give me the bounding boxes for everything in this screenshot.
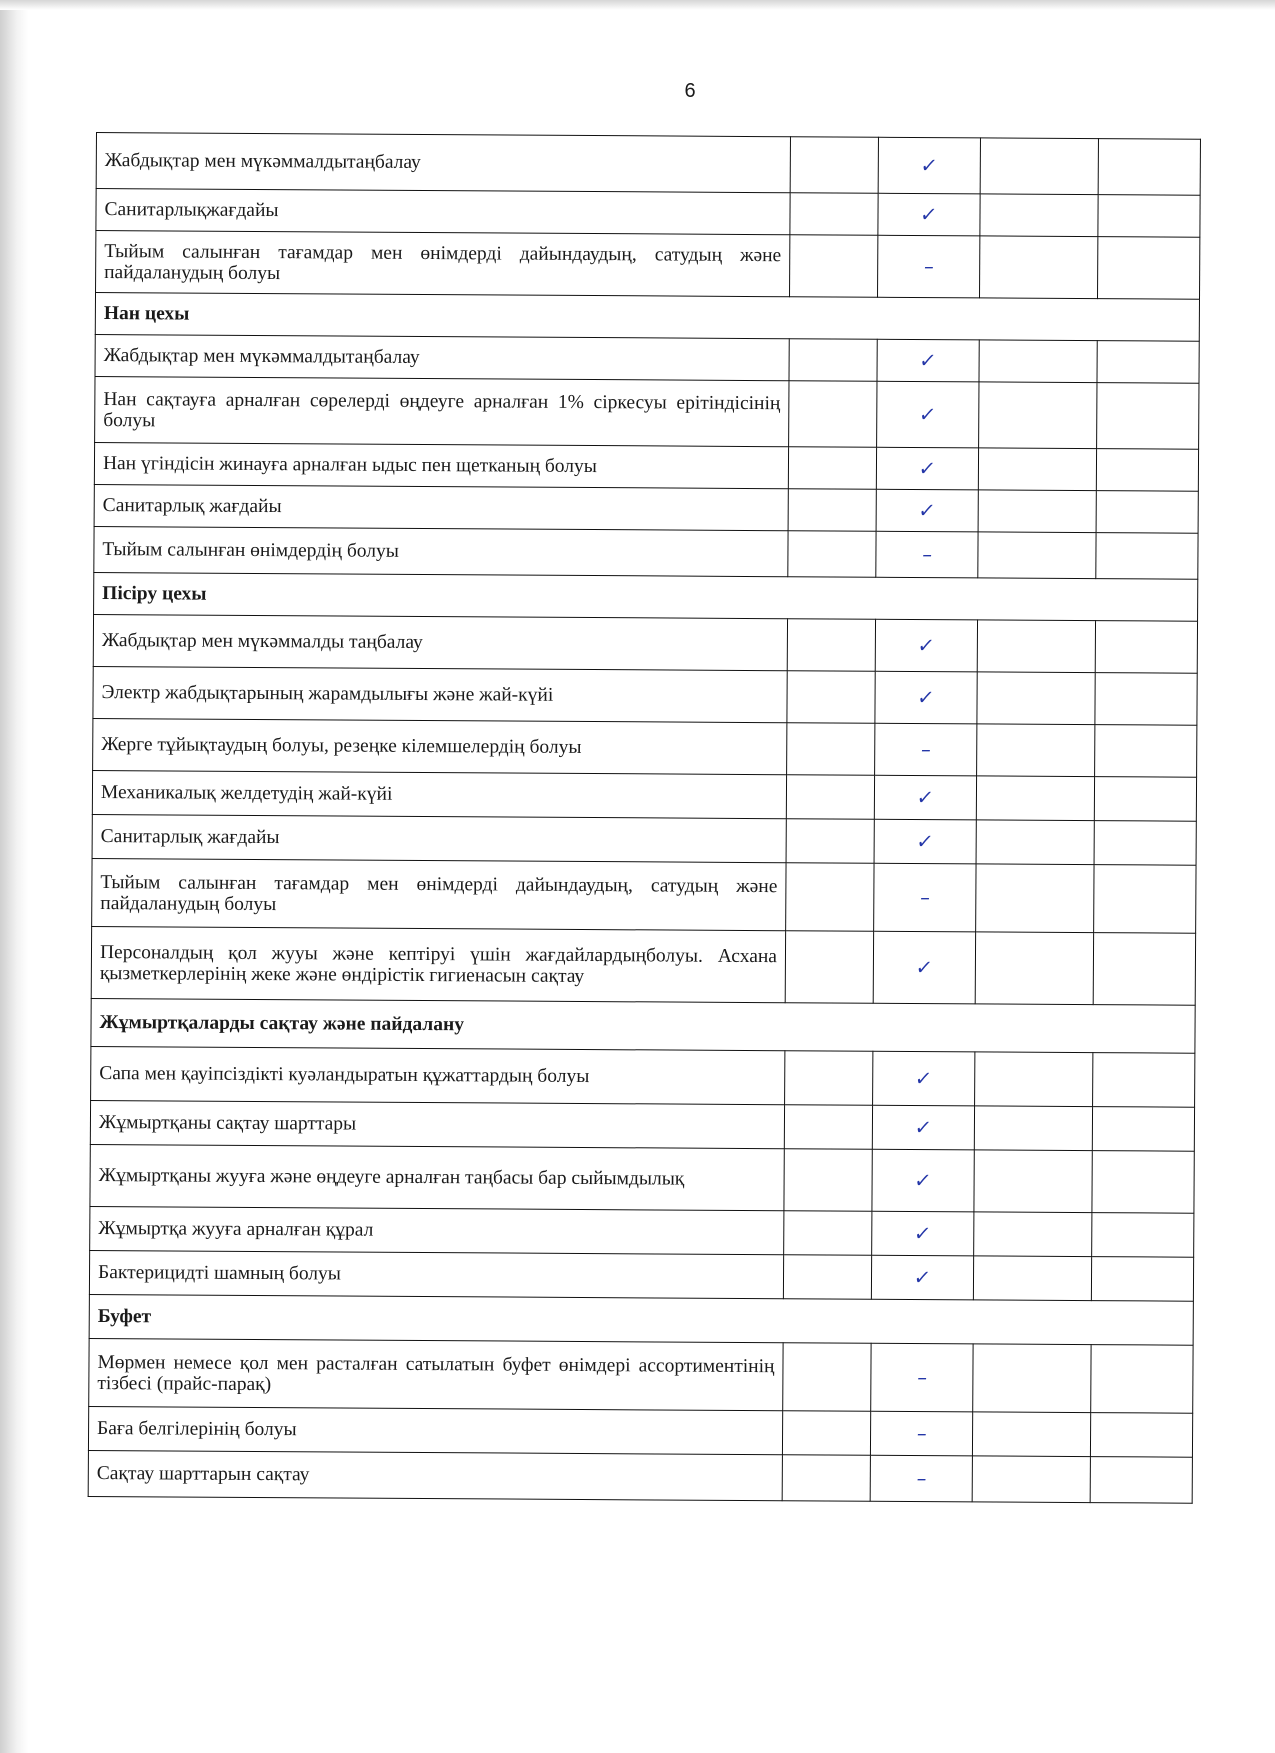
handwritten-dash-icon: – (920, 543, 934, 567)
handwritten-dash-icon: – (914, 1467, 928, 1491)
empty-cell (973, 1256, 1091, 1301)
handwritten-check-icon: ✓ (917, 403, 938, 427)
section-title: Пісіру цехы (94, 572, 1198, 621)
item-text: Тыйым салынған тағамдар мен өнімдерді дайындаудың, сатудың және пайдаланудың болуы (96, 231, 790, 297)
handwritten-check-icon: ✓ (919, 203, 939, 227)
checkmark-cell (874, 775, 976, 820)
dash-cell (870, 1411, 972, 1456)
page-number: 6 (684, 80, 696, 102)
empty-cell (1098, 139, 1200, 196)
checklist-row (93, 614, 1197, 673)
checklist-row (94, 526, 1198, 579)
empty-cell (1096, 533, 1198, 580)
item-text: Жұмыртқаны жууға және өңдеуге арналған таңбасы бар сыйымдылық (90, 1144, 784, 1210)
empty-cell (790, 193, 878, 236)
empty-cell (788, 531, 876, 578)
section-title: Жұмыртқаларды сақтау және пайдалану (91, 998, 1195, 1053)
empty-cell (1091, 1345, 1193, 1414)
handwritten-dash-icon: – (915, 1366, 929, 1390)
item-text: Жабдықтар мен мүкәммалдытаңбалау (95, 334, 789, 380)
empty-cell (1094, 777, 1196, 822)
empty-cell (1092, 1107, 1194, 1152)
item-text: Нан сақтауға арналған сөрелерді өңдеуге арналған 1% сіркесуы ерітіндісінің болуы (95, 376, 789, 446)
item-text: Персоналдың қол жууы және кептіруі үшін жағдайлардыңболуы. Асхана қызметкерлерінің жеке және өндірістік гигиенасын сақтау (91, 926, 785, 1002)
item-text: Жабдықтар мен мүкәммалды таңбалау (93, 614, 787, 670)
checklist-row (96, 231, 1200, 300)
handwritten-check-icon: ✓ (915, 830, 936, 854)
handwritten-check-icon: ✓ (915, 786, 936, 810)
empty-cell (785, 1051, 873, 1106)
empty-cell (783, 1343, 871, 1412)
checklist-row (93, 666, 1197, 725)
empty-cell (1091, 1257, 1193, 1302)
empty-cell (784, 1105, 872, 1150)
checklist-row (96, 189, 1200, 238)
handwritten-check-icon: ✓ (917, 457, 938, 481)
item-text: Баға белгілерінің болуы (88, 1406, 782, 1454)
empty-cell (1098, 237, 1200, 300)
empty-cell (1095, 621, 1197, 674)
empty-cell (975, 932, 1093, 1005)
handwritten-dash-icon: – (915, 1422, 929, 1446)
empty-cell (787, 671, 875, 724)
handwritten-check-icon: ✓ (916, 686, 936, 710)
checklist-row (92, 858, 1196, 933)
empty-cell (786, 819, 874, 864)
empty-cell (1093, 933, 1195, 1006)
item-text: Нан үгіндісін жинауға арналған ыдыс пен щетканың болуы (94, 442, 788, 488)
empty-cell (1098, 195, 1200, 238)
item-text: Санитарлық жағдайы (94, 484, 788, 530)
section-title: Буфет (89, 1294, 1193, 1345)
empty-cell (790, 235, 878, 298)
handwritten-check-icon: ✓ (913, 1067, 934, 1091)
item-text: Жұмыртқа жууға арналған құрал (90, 1206, 784, 1254)
empty-cell (977, 620, 1095, 673)
empty-cell (978, 448, 1096, 491)
item-text: Санитарлықжағдайы (96, 189, 790, 235)
checklist-row (92, 770, 1196, 821)
checklist-row (89, 1250, 1193, 1301)
empty-cell (976, 776, 1094, 821)
checklist-row (92, 814, 1196, 865)
handwritten-check-icon: ✓ (916, 634, 937, 658)
item-text: Бактерицидті шамның болуы (89, 1250, 783, 1298)
scan-shadow-top (0, 0, 1275, 10)
item-text: Мөрмен немесе қол мен расталған сатылатын буфет өнімдері ассортиментінің тізбесі (прайс-парақ) (89, 1338, 783, 1410)
checklist-row (96, 133, 1200, 196)
dash-cell (871, 1343, 973, 1412)
handwritten-check-icon: ✓ (917, 499, 938, 523)
dash-cell (878, 235, 980, 298)
empty-cell (782, 1411, 870, 1456)
empty-cell (1090, 1457, 1192, 1504)
empty-cell (978, 532, 1096, 579)
empty-cell (979, 340, 1097, 383)
empty-cell (784, 1211, 872, 1256)
empty-cell (1096, 491, 1198, 534)
checkmark-cell (877, 339, 979, 382)
empty-cell (784, 1149, 872, 1212)
handwritten-check-icon: ✓ (914, 956, 935, 980)
empty-cell (972, 1412, 1090, 1457)
empty-cell (974, 1106, 1092, 1151)
checkmark-cell (875, 671, 977, 724)
section-header-row (94, 572, 1198, 621)
empty-cell (787, 723, 875, 776)
checkmark-cell (873, 931, 975, 1004)
empty-cell (976, 820, 1094, 865)
empty-cell (1095, 725, 1197, 778)
empty-cell (1092, 1213, 1194, 1258)
empty-cell (980, 138, 1098, 195)
item-text: Механикалық желдетудің жай-күйі (92, 770, 786, 818)
handwritten-check-icon: ✓ (912, 1266, 933, 1290)
empty-cell (975, 1052, 1093, 1107)
item-text: Тыйым салынған тағамдар мен өнімдерді дайындаудың, сатудың және пайдаланудың болуы (92, 858, 786, 930)
empty-cell (1093, 1053, 1195, 1108)
checkmark-cell (872, 1211, 974, 1256)
checkmark-cell (878, 137, 980, 194)
handwritten-dash-icon: – (922, 255, 936, 279)
item-text: Жерге тұйықтаудың болуы, резеңке кілемшелердің болуы (93, 718, 787, 774)
empty-cell (978, 490, 1096, 533)
empty-cell (1097, 383, 1199, 450)
checklist-row (88, 1450, 1192, 1503)
checklist-row (91, 1046, 1195, 1107)
checkmark-cell (873, 1051, 975, 1106)
section-title: Нан цехы (95, 293, 1199, 342)
dash-cell (876, 531, 978, 578)
empty-cell (1092, 1151, 1194, 1214)
checklist-row (95, 334, 1199, 383)
dash-cell (875, 723, 977, 776)
handwritten-check-icon: ✓ (919, 154, 940, 178)
empty-cell (786, 863, 874, 932)
empty-cell (787, 619, 875, 672)
checklist-row (94, 442, 1198, 491)
handwritten-check-icon: ✓ (912, 1222, 933, 1246)
empty-cell (973, 1344, 1091, 1413)
checklist-row (89, 1338, 1193, 1413)
empty-cell (977, 672, 1095, 725)
empty-cell (977, 724, 1095, 777)
checkmark-cell (877, 381, 979, 448)
checkmark-cell (878, 193, 980, 236)
empty-cell (980, 194, 1098, 237)
checklist-row (93, 718, 1197, 777)
checklist-row (88, 1406, 1192, 1457)
empty-cell (974, 1212, 1092, 1257)
empty-cell (789, 339, 877, 382)
item-text: Санитарлық жағдайы (92, 814, 786, 862)
empty-cell (789, 381, 877, 448)
section-header-row (89, 1294, 1193, 1345)
empty-cell (788, 489, 876, 532)
item-text: Сақтау шарттарын сақтау (88, 1450, 782, 1500)
empty-cell (783, 1255, 871, 1300)
scan-shadow-left (0, 0, 28, 1753)
checkmark-cell (872, 1105, 974, 1150)
checklist-row (91, 926, 1195, 1005)
item-text: Жабдықтар мен мүкәммалдытаңбалау (96, 133, 790, 193)
item-text: Тыйым салынған өнімдердің болуы (94, 526, 788, 576)
empty-cell (1094, 865, 1196, 934)
empty-cell (1094, 821, 1196, 866)
empty-cell (972, 1456, 1090, 1503)
section-header-row (91, 998, 1195, 1053)
dash-cell (870, 1455, 972, 1502)
empty-cell (788, 447, 876, 490)
checklist-row (90, 1100, 1194, 1151)
handwritten-dash-icon: – (919, 738, 933, 762)
empty-cell (974, 1150, 1092, 1213)
empty-cell (782, 1455, 870, 1502)
empty-cell (979, 382, 1097, 449)
item-text: Сапа мен қауіпсіздікті куәландыратын құжаттардың болуы (91, 1046, 785, 1104)
handwritten-check-icon: ✓ (913, 1116, 934, 1140)
empty-cell (1090, 1413, 1192, 1458)
checkmark-cell (876, 489, 978, 532)
checkmark-cell (874, 819, 976, 864)
checklist-row (90, 1144, 1194, 1213)
checklist-row (95, 376, 1199, 449)
checkmark-cell (876, 447, 978, 490)
checkmark-cell (875, 619, 977, 672)
empty-cell (1095, 673, 1197, 726)
empty-cell (790, 137, 878, 194)
empty-cell (1097, 341, 1199, 384)
inspection-checklist-table (88, 132, 1201, 1504)
empty-cell (1096, 449, 1198, 492)
handwritten-check-icon: ✓ (913, 1169, 933, 1193)
section-header-row (95, 293, 1199, 342)
item-text: Электр жабдықтарының жарамдылығы және жай-күйі (93, 666, 787, 722)
item-text: Жұмыртқаны сақтау шарттары (90, 1100, 784, 1148)
empty-cell (786, 775, 874, 820)
dash-cell (874, 863, 976, 932)
checkmark-cell (871, 1255, 973, 1300)
handwritten-dash-icon: – (918, 886, 932, 910)
handwritten-check-icon: ✓ (918, 349, 938, 373)
empty-cell (976, 864, 1094, 933)
empty-cell (785, 931, 873, 1004)
checklist-row (94, 484, 1198, 533)
empty-cell (980, 236, 1098, 299)
checkmark-cell (872, 1149, 974, 1212)
checklist-row (90, 1206, 1194, 1257)
